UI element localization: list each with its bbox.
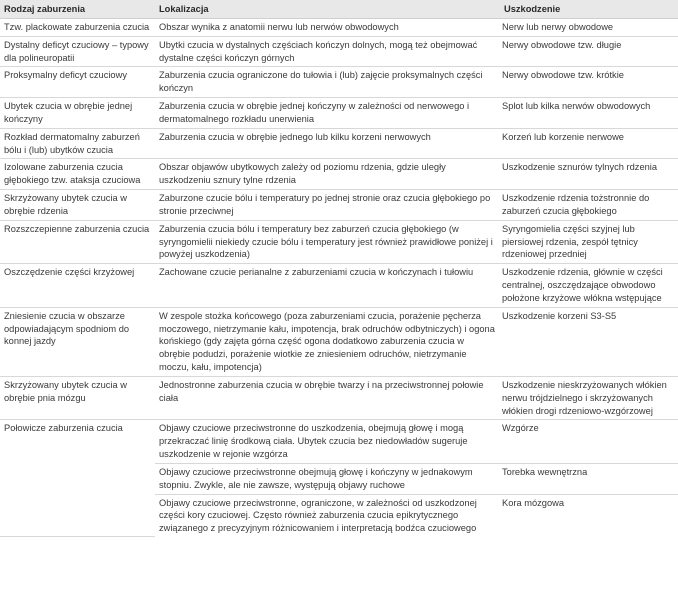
damage-cell: Syryngomielia części szyjnej lub piersiowej rdzenia, zespół tętnicy rdzeniowej przedniej	[500, 220, 678, 263]
damage-cell: Wzgórze	[500, 420, 678, 463]
disorder-type-cell: Tzw. plackowate zaburzenia czucia	[0, 19, 155, 37]
damage-cell: Splot lub kilka nerwów obwodowych	[500, 98, 678, 129]
damage-cell: Nerwy obwodowe tzw. krótkie	[500, 67, 678, 98]
table-row	[0, 36, 678, 67]
damage-cell: Uszkodzenie rdzenia tożstronnie do zaburzeń czucia głębokiego	[500, 190, 678, 221]
localization-cell: Obszar objawów ubytkowych zależy od poziomu rdzenia, gdzie uległy uszkodzeniu sznury tylne rdzenia	[155, 159, 500, 190]
header-row	[0, 0, 678, 19]
table-body	[0, 19, 678, 537]
damage-cell: Uszkodzenie sznurów tylnych rdzenia	[500, 159, 678, 190]
table-row	[0, 190, 678, 221]
damage-cell: Uszkodzenie nieskrzyżowanych włókien nerwu trójdzielnego i skrzyżowanych włókien drogi rdzeniowo-wzgórzowej	[500, 376, 678, 419]
table-header	[0, 0, 678, 19]
disorder-type-cell: Połowicze zaburzenia czucia	[0, 420, 155, 537]
damage-cell: Uszkodzenie korzeni S3-S5	[500, 307, 678, 376]
disorder-type-cell: Proksymalny deficyt czuciowy	[0, 67, 155, 98]
disorder-type-cell: Zniesienie czucia w obszarze odpowiadającym spodniom do konnej jazdy	[0, 307, 155, 376]
header-uszkodzenie: Uszkodzenie	[500, 0, 678, 19]
table-row	[0, 98, 678, 129]
damage-cell: Torebka wewnętrzna	[500, 463, 678, 494]
damage-cell: Nerw lub nerwy obwodowe	[500, 19, 678, 37]
localization-cell: Objawy czuciowe przeciwstronne obejmują głowę i kończyny w jednakowym stopniu. Zwykle, ale nie zawsze, występują objawy ruchowe	[155, 463, 500, 494]
table-row	[0, 19, 678, 37]
localization-cell: Zaburzone czucie bólu i temperatury po jednej stronie oraz czucia głębokiego po stronie przeciwnej	[155, 190, 500, 221]
table-row	[0, 67, 678, 98]
disorder-type-cell: Izolowane zaburzenia czucia głębokiego tzw. ataksja czuciowa	[0, 159, 155, 190]
table-row	[0, 420, 678, 463]
disorder-type-cell: Skrzyżowany ubytek czucia w obrębie rdzenia	[0, 190, 155, 221]
table-row	[0, 159, 678, 190]
table-row	[0, 220, 678, 263]
localization-cell: Zaburzenia czucia w obrębie jednego lub kilku korzeni nerwowych	[155, 128, 500, 159]
disorder-type-cell: Rozkład dermatomalny zaburzeń bólu i (lub) ubytków czucia	[0, 128, 155, 159]
disorder-type-cell: Oszczędzenie części krzyżowej	[0, 264, 155, 307]
localization-cell: Zaburzenia czucia ograniczone do tułowia i (lub) zajęcie proksymalnych części kończyn	[155, 67, 500, 98]
localization-cell: Zaburzenia czucia bólu i temperatury bez zaburzeń czucia głębokiego (w syryngomielii niekiedy czucie bólu i temperatury jest również prawidłowe poniżej i powyżej uszkodzenia)	[155, 220, 500, 263]
localization-cell: Zaburzenia czucia w obrębie jednej kończyny w zależności od nerwowego i dermatomalnego rozkładu unerwienia	[155, 98, 500, 129]
disorder-type-cell: Rozszczepienne zaburzenia czucia	[0, 220, 155, 263]
localization-cell: Ubytki czucia w dystalnych częściach kończyn dolnych, mogą też obejmować dystalne części kończyn górnych	[155, 36, 500, 67]
localization-cell: W zespole stożka końcowego (poza zaburzeniami czucia, porażenie pęcherza moczowego, nietrzymanie kału, impotencja, brak odruchów odbytniczych) i ogona końskiego (gdy zajęta górna część ogona dodatkowo zaburzenia czucia w obrębie podudzi, porażenie wiotkie ze zniesieniem odruchów, nietrzymanie moczu, kału, impotencja)	[155, 307, 500, 376]
localization-cell: Zachowane czucie perianalne z zaburzeniami czucia w kończynach i tułowiu	[155, 264, 500, 307]
localization-cell: Obszar wynika z anatomii nerwu lub nerwów obwodowych	[155, 19, 500, 37]
header-rodzaj-zaburzenia: Rodzaj zaburzenia	[0, 0, 155, 19]
localization-cell: Jednostronne zaburzenia czucia w obrębie twarzy i na przeciwstronnej połowie ciała	[155, 376, 500, 419]
damage-cell: Korzeń lub korzenie nerwowe	[500, 128, 678, 159]
damage-cell: Kora mózgowa	[502, 497, 565, 508]
header-lokalizacja: Lokalizacja	[155, 0, 500, 19]
table-row	[0, 307, 678, 376]
disorder-type-cell: Skrzyżowany ubytek czucia w obrębie pnia mózgu	[0, 376, 155, 419]
damage-cell: Uszkodzenie rdzenia, głównie w części centralnej, oszczędzające obwodowo położone krzyżowe włókna wstępujące	[500, 264, 678, 307]
table-row	[0, 376, 678, 419]
localization-cell: Objawy czuciowe przeciwstronne do uszkodzenia, obejmują głowę i mogą przekraczać linię środkową ciała. Ubytek czucia bez niedowładów sugeruje uszkodzenie w rejonie wzgórza	[155, 420, 500, 463]
damage-cell: Nerwy obwodowe tzw. długie	[500, 36, 678, 67]
disorder-type-cell: Dystalny deficyt czuciowy – typowy dla polineuropatii	[0, 36, 155, 67]
table-row	[0, 264, 678, 307]
localization-cell: Objawy czuciowe przeciwstronne, ograniczone, w zależności od uszkodzonej części kory czuciowej. Często również zaburzenia czucia epikrytycznego związanego z precyzyjnym różnicowaniem i interpretacją bodźca czuciowego	[159, 497, 477, 534]
table-row	[0, 128, 678, 159]
disorder-type-cell: Ubytek czucia w obrębie jednej kończyny	[0, 98, 155, 129]
